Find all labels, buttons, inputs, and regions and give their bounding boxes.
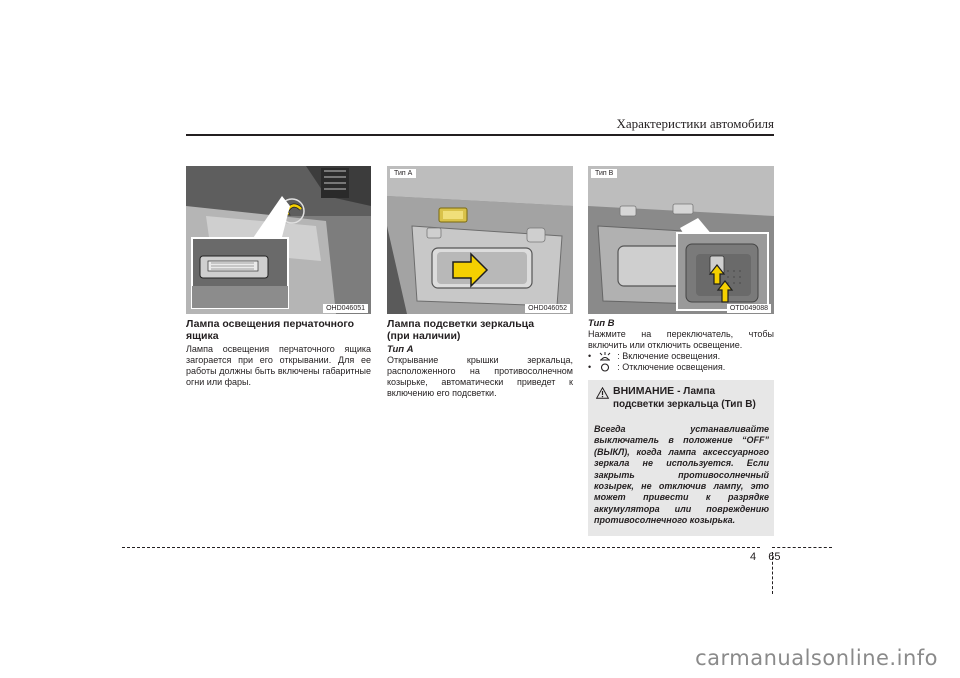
type-b-label: Тип В: [591, 169, 617, 178]
photo-code: OHD046052: [525, 304, 570, 313]
glovebox-lamp-photo: [186, 166, 371, 314]
subtype-a-heading: Тип A: [387, 344, 414, 355]
warning-body: Всегда устанавливайте выключатель в положение “OFF” (ВЫКЛ), когда лампа аксессуарного зеркала не используется. Если закрыть противосолнечный козырек, не отключив лампу, это может привести к разрядке аккумулятора или повреждению противосолнечного козырька.: [594, 424, 769, 526]
page-number-value: 65: [768, 551, 781, 563]
warning-box: [588, 380, 774, 536]
footer-rule: [122, 547, 760, 548]
chapter-number: 4: [750, 551, 757, 563]
photo-code: OTD049088: [727, 304, 771, 313]
warning-title: ВНИМАНИЕ: [613, 385, 675, 397]
page-number: [750, 551, 781, 563]
vanity-mirror-type-b-body: [588, 318, 774, 373]
warning-heading: [613, 385, 768, 411]
subtype-b-heading: Тип В: [588, 318, 615, 329]
vanity-mirror-type-a-body: Тип A Открывание крышки зеркальца, расположенного на противосолнечном козырьке, автоматически приведет к включению его подсветки.: [387, 344, 573, 398]
type-a-label: Тип А: [390, 169, 416, 178]
footer-rule-right: [772, 547, 832, 548]
vanity-mirror-type-a-photo: [387, 166, 573, 314]
bullet-dot: •: [588, 351, 592, 361]
lamp-off-icon: [598, 363, 612, 372]
vanity-mirror-title: Лампа подсветки зеркальца (при наличии): [387, 318, 535, 342]
warning-subtitle: - Лампа подсветки зеркальца (Тип В): [613, 386, 756, 410]
warning-triangle-icon: [596, 387, 609, 399]
type-b-intro: Нажмите на переключатель, чтобы включить или отключить освещение.: [588, 329, 774, 350]
page-header-title: Характеристики автомобиля: [616, 116, 774, 131]
lamp-on-icon: [598, 352, 612, 361]
bullet-off: • : Отключение освещения.: [588, 362, 726, 372]
vanity-mirror-type-b-photo: [588, 166, 774, 314]
watermark-text: carmanualsonline.info: [695, 646, 938, 670]
bullet-on: • : Включение освещения.: [588, 351, 721, 361]
glovebox-lamp-title: Лампа освещения перчаточного ящика: [186, 318, 355, 342]
header-rule: [186, 134, 774, 136]
photo-code: OHD046051: [323, 304, 368, 313]
bullet-dot: •: [588, 362, 592, 372]
glovebox-lamp-body: Лампа освещения перчаточного ящика загорается при его открывании. Для ее работы должны быть включены габаритные огни или фары.: [186, 344, 371, 387]
